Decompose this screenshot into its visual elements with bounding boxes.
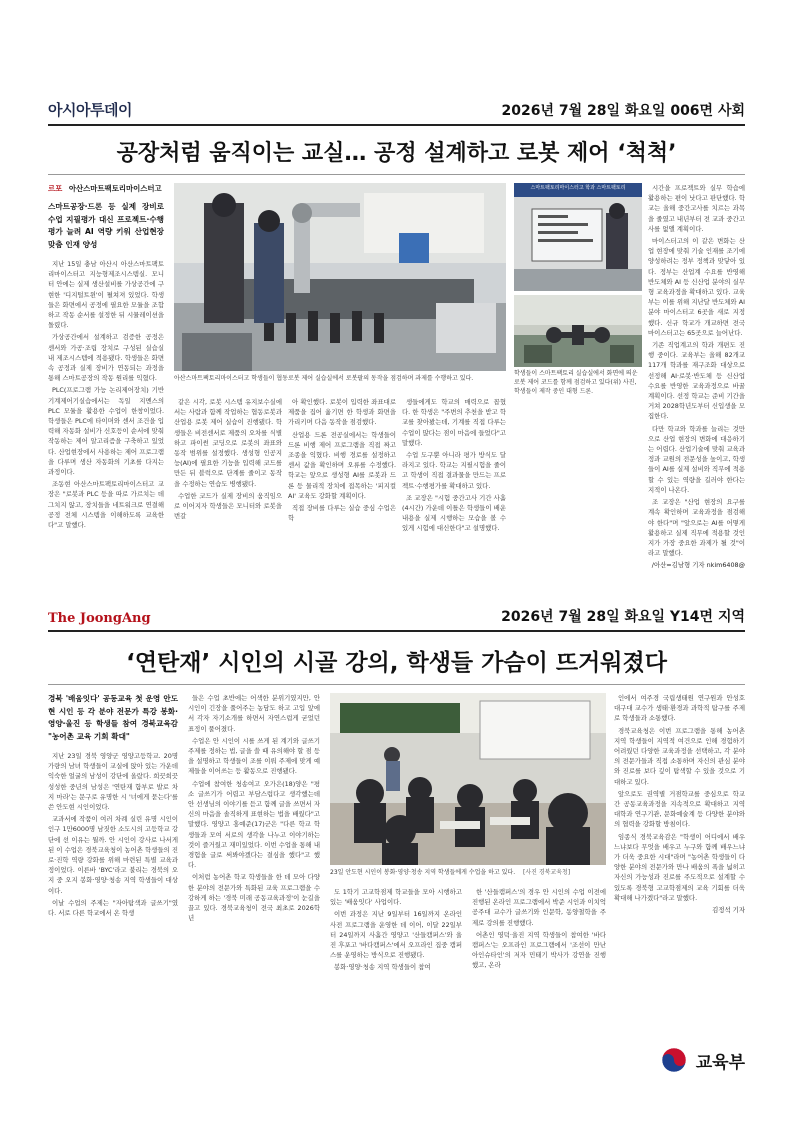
paragraph: 조동현 아산스마트팩토리마이스터고 교장은 "로봇과 PLC 등을 따로 가르치는 데 그치지 않고, 장치들을 네트워크로 연결해 공정 전체 시스템을 이해하도록 교육한다"고 말했다. — [48, 480, 164, 530]
headline: ‘연탄재’ 시인의 시골 강의, 학생들 가슴이 뜨거워졌다 — [126, 650, 667, 676]
text-column — [48, 693, 178, 920]
masthead — [48, 598, 745, 626]
paragraph: 마이스터고의 이 같은 변화는 산업 현장에 맞춰 기술 인재를 조기에 양성하려는 정부 정책과 맞닿아 있다. 정부는 산업계 수요를 반영해 반도체와 AI 등 신산업 분야의 실무형 교육과정을 확대하고 있다. 교육부는 이를 위해 지난달 반도체와 AI 분야 마이스터고 6곳을 새로 지정했다. 신규 학교가 개교하면 전국 마이스터고는 65곳으로 늘어난다. — [648, 237, 745, 337]
paragraph: 기존 직업계고의 학과 개편도 진행 중이다. 교육부는 올해 82개교 117개 학과를 재구조화 대상으로 선정해 AI·로봇·반도체 등 신산업 수요를 반영한 교육과정으로 바꿀 계획이다. 선정 학교는 준비 기간을 거쳐 2028학년도부터 신입생을 모집한다. — [648, 341, 745, 421]
lab-banner: 스마트팩토리마이스터고 학과 스마트팩토리 — [530, 185, 626, 191]
newspaper-logo: The JoongAng — [48, 611, 151, 626]
byline: 김정석 기자 — [712, 906, 745, 915]
paragraph: 지난 15일 충남 아산시 아산스마트팩토리마이스터고 지능형제조시스템실. 모니터 안에는 실제 생산설비를 가상공간에 구현한 '디지털트윈'이 펼쳐져 있었다. 학생들은 화면에서 공정에 필요한 모듈을 조합하고 작동 순서를 설정한 뒤 시뮬레이션을 돌렸다. — [48, 260, 164, 330]
byline: /아산=김남형 기자 nkim6408@ — [651, 561, 745, 570]
text-column — [188, 693, 320, 925]
photo-classroom — [330, 693, 606, 865]
paragraph: 다만 학교와 학과를 늘리는 것만으로 산업 현장의 변화에 대응하기는 어렵다. 산업기술에 맞춰 교육과정과 교원의 전문성을 높이고, 학생들이 AI를 실제 설비와 직무에 적용할 수 있는 역량을 길러야 한다는 지적이 나온다. — [648, 424, 745, 494]
masthead — [48, 92, 745, 120]
paragraph: 산업용 드론 전공실에서는 학생들이 드론 비행 제어 프로그램을 직접 짜고 조종을 익혔다. 비행 경로를 설정하고 센서 값을 확인하며 오류를 수정했다. 학교는 앞으로 생성형 AI를 로봇과 드론 등 물리적 장치에 접목하는 '피지컬 AI' 교육도 강화할 계획이다. — [288, 430, 396, 500]
school-name: 아산스마트팩토리마이스터고 — [68, 184, 162, 193]
section-tag: 르포 — [48, 184, 63, 193]
robot-lab-image — [174, 183, 506, 371]
photo-robot-lab — [174, 183, 506, 371]
article-joongang — [48, 598, 745, 1028]
text-column — [288, 397, 396, 525]
photo-code-review — [514, 183, 642, 291]
dateline: 2026년 7월 28일 화요일 Y14면 지역 — [501, 609, 745, 625]
paragraph: 조 교장은 "산업 현장의 요구를 계속 확인하며 교육과정을 점검해야 한다"며 "앞으로는 AI를 어떻게 활용하고 실제 직무에 적용할 것인지가 가장 중요한 과제가 될 것"이라고 말했다. — [648, 498, 745, 558]
paragraph: 가상공간에서 설계하고 검증한 공정은 센서와 가공·조립 장치로 구성된 실습실 내 제조시스템에 적용됐다. 학생들은 화면 속 공정과 실제 장비가 연동되는 과정을 통해 스마트공장의 작동 원리를 익혔다. — [48, 333, 164, 383]
taegeuk-emblem-icon — [660, 1046, 688, 1074]
paragraph: 이처럼 농어촌 학교 학생들을 한 데 모아 다양한 분야의 전문가와 특화된 교육 프로그램을 수강하게 하는 '경북 미래 공동교육과정'이 눈길을 끌고 있다. 경북교육청이 전국 최초로 2026학년 — [188, 873, 320, 923]
paragraph: 수업은 안 시인이 시를 쓰게 된 계기와 글쓰기 주제를 정하는 법, 글을 쓸 때 유의해야 할 점 등을 설명하고 학생들이 조를 이뤄 주제에 맞게 예제들을 이어쓰는 등 활동으로 진행됐다. — [188, 736, 320, 776]
paragraph: 임종식 경북교육감은 "학생이 어디에서 배우느냐보다 무엇을 배우고 누구와 함께 배우느냐가 더욱 중요한 시대"라며 "농어촌 학생들이 다양한 분야의 전문가와 만나 배움의 폭을 넓히고 자신의 가능성과 진로를 주도적으로 설계할 수 있도록 경북형 고교학점제의 교육 기회를 더욱 확대해 나가겠다"라고 말했다. — [614, 832, 745, 902]
photo-drone — [514, 295, 642, 367]
paragraph: 인에서 여주경 국립생태원 연구원과 안성호 대구대 교수가 생태·환경과 과학적 탐구를 주제로 학생들과 소통했다. — [614, 694, 745, 723]
text-column — [330, 887, 462, 975]
photo-caption: 아산스마트팩토리마이스터고 학생들이 협동로봇 제어 실습실에서 로봇팔의 동작을 점검하며 과제를 수행하고 있다. — [174, 375, 474, 382]
classroom-image — [330, 693, 606, 865]
dateline: 2026년 7월 28일 화요일 006면 사회 — [501, 103, 745, 119]
paragraph: 어촌인 영덕·울진 지역 학생들이 참여한 '바다캠퍼스'는 오프라인 프로그램에서 '조선이 만난 아인슈타인'의 저자 민태기 박사가 강연을 진행했고, 온라 — [472, 930, 606, 970]
photo-caption — [330, 868, 606, 877]
code-review-image — [514, 183, 642, 291]
paragraph: 직접 장비를 다루는 실습 중심 수업은 학 — [288, 504, 396, 523]
text-column — [614, 693, 745, 915]
paragraph: 조 교장은 "시험 중간고사 기간 사흘(4시간) 가운데 이틀은 학생들이 배운 내용을 실제 시행하는 모습을 볼 수 있게 시험에 대신한다"고 설명했다. — [402, 493, 506, 533]
paragraph: 시간을 프로젝트와 실무 학습에 활용하는 편이 낫다고 판단했다. 학교는 올해 중간고사를 치르는 과목을 줄였고 내년부터 전 교과 중간고사를 없앨 계획이다. — [648, 184, 745, 233]
paragraph: 앞으로도 권역별 거점학교를 중심으로 학교 간 공동교육과정을 지속적으로 확대하고 지역 대학과 연구기관, 문화예술계 등 다양한 분야와의 협력을 강화할 방침이다. — [614, 789, 745, 829]
article-asiatoday — [48, 92, 745, 570]
newspaper-logo: 아시아투데이 — [48, 101, 132, 119]
paragraph: 들은 수업 초반에는 어색한 분위기였지만, 안 시인이 긴장을 풀어주는 농담도 하고 고입 앞에서 각자 자기소개를 하면서 자연스럽게 굳었던 표정이 풀어졌다. — [188, 694, 320, 733]
text-column — [472, 887, 606, 973]
drone-image — [514, 295, 642, 367]
text-column — [648, 183, 745, 571]
ministry-name: 교육부 — [695, 1052, 745, 1073]
paragraph: 생들에게도 학교의 매력으로 꼽혔다. 한 학생은 "주변의 추천을 받고 학교를 찾아봤는데, 기계를 직접 다루는 수업이 많다는 점이 마음에 들었다"고 말했다. — [402, 398, 506, 447]
article-body — [48, 183, 745, 570]
paragraph: 수업 도구뿐 아니라 평가 방식도 달라지고 있다. 학교는 지필시험을 줄이고 학생이 직접 결과물을 만드는 프로젝트·수행평가를 확대하고 있다. — [402, 451, 506, 490]
paragraph: 경북교육청은 이번 프로그램을 통해 농어촌 지역 학생들이 지역적 여건으로 인해 경험하기 어려웠던 다양한 교육과정을 선택하고, 각 분야의 전문가들과 직접 소통하며 자신의 관심 분야와 진로를 보다 깊이 탐색할 수 있을 것으로 기대하고 있다. — [614, 726, 745, 786]
text-column — [402, 397, 506, 536]
divider — [48, 124, 745, 126]
paragraph: 지난 23일 경북 영양군 영양고등학교. 20명가량의 남녀 학생들이 교실에 앉아 있는 가운데 익숙한 얼굴의 남성이 강단에 올랐다. 희끗희끗 성성한 중년의 남성은 '연탄재 함부로 발로 차지 마라'는 문구로 유명한 시 '너에게 묻는다'를 쓴 안도현 시인이었다. — [48, 752, 178, 812]
paragraph: 이날 수업의 주제는 "자아탐색과 글쓰기"였다. 서로 다른 학교에서 온 학생 — [48, 898, 178, 918]
divider — [48, 684, 745, 685]
paragraph: 수업에 참여한 청송여고 오가은(18)양은 "평소 글쓰기가 어렵고 부담스럽다고 생각했는데 안 선생님의 이야기를 듣고 함께 글을 쓰면서 자신의 마음을 솔직하게 표현하는 법을 배웠다"고 말했다. 영양고 홍예준(17)군은 "다른 학교 학생들과 모여 서로의 생각을 나누고 이야기하는 것이 즐거웠고 재미있었다. 이번 수업을 통해 내 경험을 글로 써봐야겠다는 결심을 했다"고 했다. — [188, 779, 320, 870]
photo-caption: 학생들이 스마트팩토리 실습실에서 화면에 띄운 로봇 제어 코드를 함께 점검하고 있다(위) 사진, 학생들이 제작 중인 대형 드론. — [514, 370, 638, 395]
section-label — [48, 183, 164, 195]
paragraph: 수업한 코드가 실제 장비의 움직임으로 이어지자 학생들은 모니터와 로봇을 번갈 — [174, 491, 282, 521]
paragraph: 아 확인했다. 로봇이 입력한 좌표대로 제품을 집어 옮기면 한 학생과 화면을 가리키며 다음 동작을 점검했다. — [288, 398, 396, 427]
subheadline: 경북 '배움잇다' 공동교육 첫 운영 안도현 시인 등 각 분야 전문가 특강 봉화·영양·울진 등 학생들 참여 경북교육감 "농어촌 교육 기회 확대" — [48, 694, 178, 741]
paragraph: 같은 시각, 로봇 시스템 유지보수실에서는 사람과 함께 작업하는 협동로봇과 산업용 로봇 제어 실습이 진행됐다. 학생들은 비전센서로 제품의 오차를 식별하고 파이썬 코딩으로 로봇의 좌표와 동작 범위를 설정했다. 생성형 인공지능(AI)에 필요한 기능을 입력해 코드를 만든 뒤 블럭으로 단계를 줄이고 동작을 수정하는 연습도 병행됐다. — [174, 398, 282, 488]
paragraph: 봉화·영양·청송 지역 학생들이 참여 — [334, 963, 431, 972]
paragraph: 도 1학기 고교학점제 학교들을 모아 시행하고 있는 '배움잇다' 사업이다. — [330, 888, 462, 907]
paragraph: 한 '산들캠퍼스'의 경우 안 시인의 수업 이전에 진행된 온라인 프로그램에서 박준 시인과 이치억 공주대 교수가 글쓰기와 인문학, 동양철학을 주제로 강의를 진행했다. — [472, 888, 606, 927]
photo-credit: [사진 경북교육청] — [523, 869, 571, 876]
paragraph: PLC(프로그램 가능 논리제어장치) 기반 기계제어기실습에서는 독일 지멘스의 PLC 모듈을 활용한 수업이 한창이었다. 학생들은 PLC에 타이머와 센서 조건을 입력해 자동화 설비가 신호등이 순서에 맞춰 작동하는 제어 알고리즘을 구축하고 있었다. 산업현장에서 사용하는 제어 프로그램을 다루며 생산 자동화의 기초를 다지는 과정이다. — [48, 386, 164, 477]
text-column — [174, 397, 282, 523]
article-body — [48, 693, 745, 1053]
headline: 공장처럼 움직이는 교실… 공정 설계하고 로봇 제어 ‘척척’ — [116, 141, 677, 166]
footer — [660, 1046, 745, 1074]
subheadline: 스마트공장·드론 등 실제 장비로 수업 지필평가 대신 프로젝트·수행평가 늘려 AI 역량 키워 산업현장 맞춤 인재 양성 — [48, 202, 164, 249]
divider — [48, 630, 745, 632]
paragraph: 이번 과정은 지난 9일부터 16일까지 온라인 사전 프로그램을 운영한 데 이어, 이달 22일부터 24일까지 사흘간 영양고 '산들캠퍼스'와 울진 후포고 '바다캠퍼스'에서 오프라인 집중 캠퍼스를 운영하는 방식으로 진행됐다. — [330, 910, 462, 960]
text-column — [48, 183, 164, 532]
divider — [48, 174, 745, 175]
paragraph: 교과서에 작품이 여러 차례 실린 유명 시인이 인구 1만6000명 남짓한 소도시의 고등학교 강단에 선 이유는 뭘까. 안 시인이 강사로 나서게 된 이 수업은 경북교육청이 농어촌 학생들의 진로·진학 역량 강화를 위해 마련된 특별 교육과정이었다. 이른바 'BYC'라고 불리는 경북의 오지 중 오지 봉화·영양·청송 지역 학생들이 대상이다. — [48, 815, 178, 895]
caption-text: 23일 안도현 시인이 봉화·영양·청송 지역 학생들에게 수업을 하고 있다. — [330, 869, 516, 876]
